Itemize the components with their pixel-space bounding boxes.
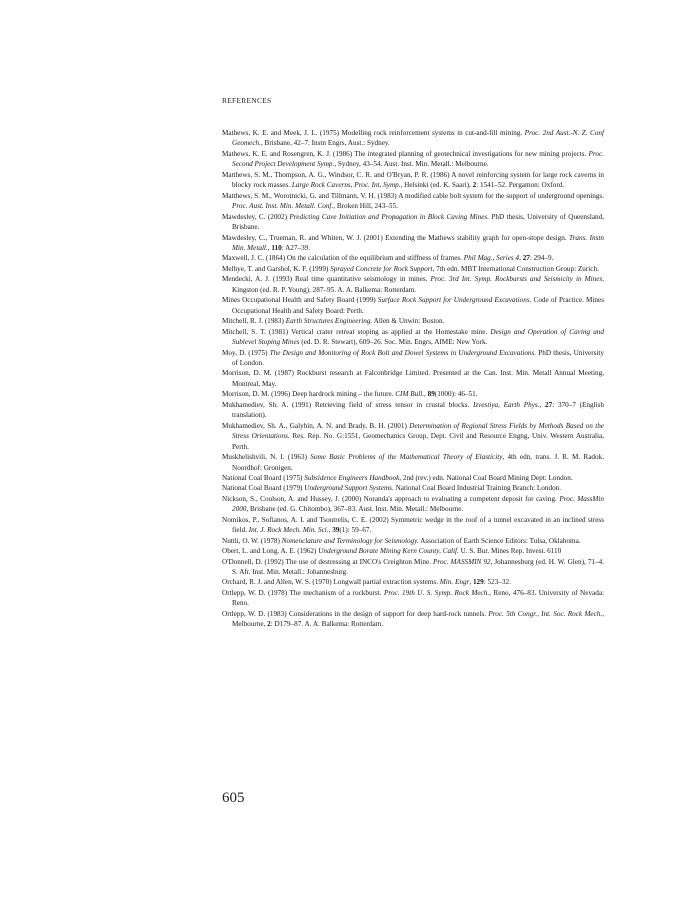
reference-title: Proc. MassMin 2000 (232, 494, 604, 514)
reference-text: Nickson, S., Coulson, A. and Hussey, J. (2000) Noranda's approach to evaluating a competent deposit for caving. (222, 494, 560, 503)
reference-text: Mitchell, S. T. (1981) Vertical crater retreat stoping as applied at the Homestake mine. (222, 327, 491, 336)
reference-entry (222, 327, 604, 348)
reference-text: : 370–7 (English translation). (232, 400, 604, 420)
reference-text: Mines Occupational Health and Safety Board (1999) (222, 296, 378, 305)
reference-text: , (519, 254, 523, 263)
reference-title: Design and Operation of Caving and Sublevel Stoping Mines (232, 327, 604, 347)
reference-entry (222, 368, 604, 389)
reference-title: Underground Borate Mining Kern County, Calif. (318, 547, 459, 556)
reference-entry (222, 483, 604, 493)
reference-text: , 4th edn, trans. J. R. M. Radok. Noordhof: Gronigen. (232, 453, 604, 472)
reference-entry (222, 389, 604, 399)
reference-entry (222, 295, 604, 316)
reference-text: , (267, 243, 272, 252)
reference-text: Obert, L. and Long, A. E. (1962) (222, 547, 319, 556)
reference-text: , Helsinki (ed. K. Saari), (400, 181, 473, 190)
reference-text: Mathews, K. E. and Meek, J. L. (1975) Modelling rock reinforcement systems in cut-and-fill mining. (222, 129, 525, 137)
reference-title: Phil Mag., Series 4 (463, 254, 520, 263)
reference-text: , Reno, 476–83. University of Nevada: Reno. (232, 588, 605, 608)
reference-title: Min. Engr (439, 578, 470, 587)
reference-title: Sprayed Concrete for Rock Support (330, 264, 433, 273)
reference-text: Orchard, R. J. and Allen, W. S. (1970) Longwall partial extraction systems. (222, 578, 440, 587)
reference-text: PhD thesis, University of London. (232, 348, 605, 367)
reference-text: : A27–39. (281, 243, 311, 252)
reference-volume: 129 (472, 578, 484, 587)
reference-entry (222, 253, 604, 263)
reference-text: , 7th edn. MBT International Construction Group: Zurich. (432, 264, 599, 273)
reference-entry (222, 473, 604, 483)
reference-title: Proc. Second Project Development Symp. (232, 149, 604, 169)
reference-text: : 1541–52. Pergamon: Oxford. (476, 181, 565, 190)
reference-text: (1): 59–67. (339, 526, 372, 535)
reference-text: National Coal Board (1979) (222, 484, 305, 493)
reference-text: Mathews, K. E. and Rosengren, K. J. (1986) The integrated planning of geotechnical investigations for new mining projects. (222, 149, 589, 158)
reference-text: , Melbourne, (232, 609, 604, 629)
reference-text: , Brisbane, 42–7. Instn Engrs, Aust.: Sydney. (260, 139, 390, 148)
reference-text: , (469, 578, 473, 587)
reference-text: Code of Practice. Mines Occupational Health and Safety Board: Perth. (232, 296, 604, 315)
reference-text: Nomikos, P., Sofianos, A. I. and Tsoutrelis, C. E. (2002) Symmetric wedge in the roof of a tunnel excavated in an inclined stress field. (222, 515, 604, 535)
reference-entry (222, 421, 604, 452)
reference-text: Ortlepp, W. D. (1978) The mechanism of a rockburst. (222, 588, 385, 597)
reference-text: Mukhamediev, Sh. A., Galybin, A. N. and Brady, B. H. (2001) (222, 421, 410, 430)
reference-title: Proc. 19th U. S. Symp. Rock Mech. (384, 588, 490, 597)
reference-volume: 27 (522, 254, 530, 263)
reference-title: Subsidence Engineers Handbook (304, 473, 400, 482)
reference-title: Nomenclature and Terminology for Seismology. (281, 536, 419, 545)
reference-title: Some Basic Problems of the Mathematical Theory of Elasticity (310, 453, 503, 462)
reference-text: Association of Earth Science Editors: Tulsa, Oklahoma. (418, 536, 581, 545)
reference-text: : 294–9. (529, 254, 554, 263)
reference-title: Trans. Instn Min. Metall. (232, 233, 604, 252)
reference-title: Underground Support Systems. (304, 484, 394, 493)
reference-text: Mitchell, R. J. (1983) (222, 317, 286, 326)
reference-volume: 27 (545, 400, 553, 409)
reference-title: Izvestiya, Earth Phys. (472, 400, 540, 409)
reference-text: , Sydney, 43–54. Aust. Inst. Min. Metall.: Melbourne. (334, 160, 489, 169)
reference-title: The Design and Monitoring of Rock Bolt and Dowel Systems in Underground Excavations. (269, 348, 537, 357)
reference-text: Muskhelishvili, N. I. (1963) (222, 453, 311, 462)
reference-entry (222, 546, 604, 556)
reference-entry (222, 212, 604, 233)
reference-volume: 2 (267, 620, 271, 629)
reference-title: Large Rock Caverns, Proc. Int, Symp. (291, 181, 401, 190)
reference-list (222, 128, 604, 630)
reference-entry (222, 233, 604, 254)
reference-entry (222, 557, 604, 578)
reference-text: Ortlepp, W. D. (1983) Considerations in the design of support for deep hard-rock tunnels. (222, 609, 489, 618)
reference-text: PhD thesis, University of Queensland, Brisbane. (232, 212, 604, 232)
reference-volume: 89 (427, 390, 435, 399)
reference-title: Surface Rock Support for Underground Excavations. (377, 296, 532, 305)
reference-entry (222, 274, 604, 295)
reference-text: Mendecki, A. J. (1993) Real time quantitative seismology in mines. (222, 275, 431, 284)
reference-entry (222, 536, 604, 546)
reference-entry (222, 494, 604, 515)
reference-entry (222, 588, 604, 609)
reference-text: O'Donnell, D. (1992) The use of destressing at INCO's Creighton Mine. (222, 557, 434, 566)
reference-text: Allen & Unwin: Boston. (372, 317, 445, 326)
reference-text: National Coal Board Industrial Training Branch: London. (393, 484, 562, 493)
reference-text: (ed. D. R. Stewart), 609–26. Soc. Min. Engrs, AIME: New York. (299, 338, 488, 347)
reference-entry (222, 191, 604, 212)
reference-title: Proc. Aust. Inst. Min. Metall. Conf. (232, 202, 334, 211)
reference-text: (1000): 46–51. (434, 390, 478, 399)
reference-text: National Coal Board (1975) (222, 473, 305, 482)
reference-text: , Johannesburg (ed. H. W. Glen), 71–4. S. Afr. Inst. Min. Metall.: Johannesburg. (232, 557, 604, 577)
reference-title: Proc. 5th Congr., Int. Soc. Rock Mech. (488, 609, 603, 618)
reference-text: , Kingston (ed. R. P. Young), 287–95. A. A. Balkema: Rotterdam. (232, 275, 604, 294)
reference-entry (222, 452, 604, 473)
reference-title: Earth Structures Engineering. (285, 317, 373, 326)
reference-title: Predicting Cave Initiation and Propagation in Block Caving Mines. (289, 212, 490, 221)
reference-title: Determination of Regional Stress Fields by Methods Based on the Stress Orientations. (232, 421, 604, 441)
reference-text: Matthews, S. M., Worotnicki, G. and Tillmann, V. H. (1983) A modified cable bolt system for the support of underground openings. (222, 191, 604, 200)
reference-volume: 2 (472, 181, 477, 190)
reference-title: Proc. 2nd Aust.-N. Z. Conf Geomech. (232, 129, 604, 148)
reference-entry (222, 609, 604, 630)
reference-text: Mukhamediev, Sh. A. (1991) Retrieving field of stress tensor in crustal blocks. (222, 400, 473, 409)
reference-text: , 2nd (rev.) edn. National Coal Board Mining Dept: London. (399, 473, 573, 482)
reference-entry (222, 400, 604, 421)
reference-text: : 523–32. (483, 578, 511, 587)
reference-entry (222, 348, 604, 369)
page-number: 605 (222, 790, 245, 806)
reference-title: CIM Bull. (395, 390, 425, 399)
running-header: REFERENCES (222, 96, 272, 105)
reference-volume: 39 (332, 526, 340, 535)
reference-text: Nuttli, O. W. (1978) (222, 536, 282, 545)
reference-entry (222, 170, 604, 191)
reference-text: Morrison, D. M. (1996) Deep hardrock mining – the future. (222, 390, 396, 399)
reference-text: , Broken Hill, 243–55. (333, 202, 398, 211)
reference-title: Proc. MASSMIN 92 (433, 557, 491, 566)
reference-text: Morrison, D. M. (1987) Rockburst research at Falconbridge Limited. Presented at the Can. Inst. Min. Metall Annual Meeting, Montreal, May. (222, 369, 604, 388)
reference-entry (222, 128, 604, 149)
reference-text: , (328, 526, 333, 535)
reference-text: Melbye, T. and Garshol, K. F. (1999) (222, 264, 331, 273)
reference-text: : D179–87. A. A. Balkema: Rotterdam. (270, 620, 384, 629)
reference-text: , Brisbane (ed. G. Chitombo), 367–83. Aust. Inst. Min. Metall.: Melbourne. (246, 505, 464, 514)
reference-entry (222, 316, 604, 326)
reference-volume: 110 (271, 243, 282, 252)
reference-text: Maxwell, J. C. (1864) On the calculation of the equilibrium and stiffness of frames. (222, 254, 464, 263)
reference-text: , (424, 390, 428, 399)
reference-title: Int. J. Rock Mech. Min. Sci. (248, 526, 329, 535)
reference-title: Proc. 3rd Int. Symp. Rockbursts and Seismicity in Mines (430, 275, 603, 284)
reference-entry (222, 577, 604, 587)
reference-text: Res. Rep. No. G:1551, Geomechanics Group, Dept. Civil and Resource Engng, Univ. Western Australia, Perth. (232, 432, 604, 451)
reference-entry (222, 149, 604, 170)
reference-text: Mawdesley, C. (2002) (222, 212, 290, 221)
reference-text: , (539, 400, 546, 409)
reference-text: Moy, D. (1975) (222, 348, 270, 357)
reference-entry (222, 515, 604, 536)
reference-entry (222, 264, 604, 274)
reference-text: Matthews, S. M., Thompson, A. G., Windsor, C. R. and O'Bryan, P. R. (1986) A novel reinforcing system for large rock caverns in blocky rock masses. (222, 170, 604, 190)
reference-text: U. S. Bur. Mines Rep. Invest. 6110 (458, 547, 562, 556)
reference-text: Mawdesley, C., Trueman, R. and Whiten, W. J. (2001) Extending the Mathews stability graph for open-stope design. (222, 233, 570, 242)
